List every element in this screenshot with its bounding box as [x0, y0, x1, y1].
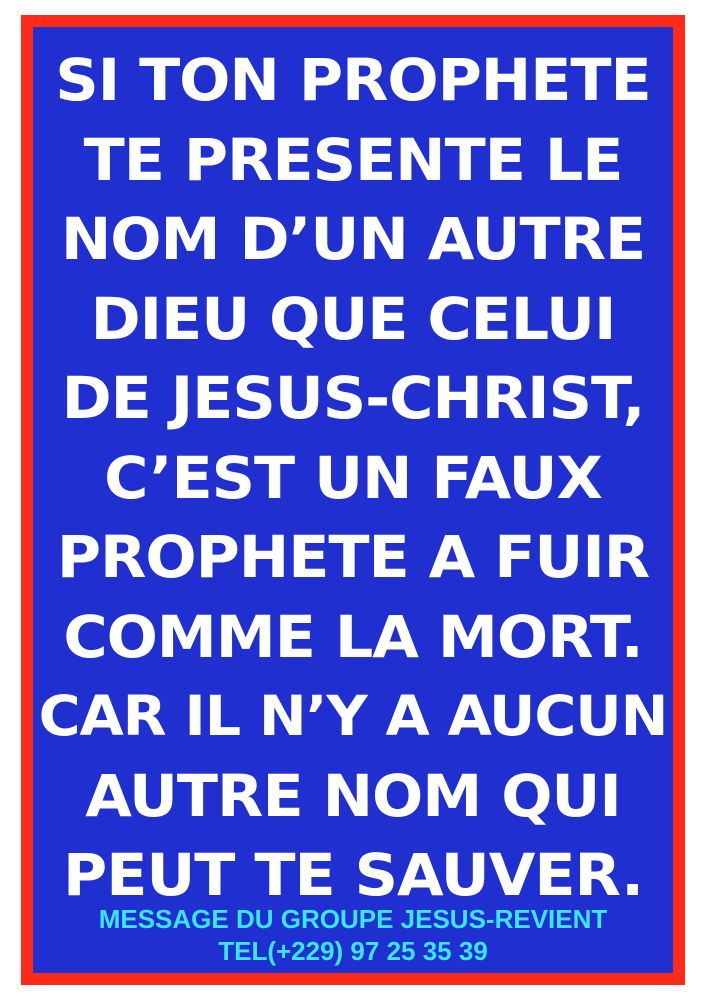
main-message [33, 41, 673, 916]
message-line: DE JESUS-CHRIST, [61, 364, 645, 432]
footer [33, 903, 673, 967]
message-line: COMME LA MORT. [63, 602, 643, 671]
message-line: DIEU QUE CELUI [90, 284, 616, 353]
message-line: PROPHETE A FUIR [56, 523, 650, 591]
message-line: CAR IL N’Y A AUCUN [38, 684, 668, 748]
message-line: NOM D’UN AUTRE [60, 205, 646, 273]
message-line: C’EST UN FAUX [104, 443, 602, 512]
footer-message: MESSAGE DU GROUPE JESUS-REVIENT [98, 904, 608, 934]
message-line: TE PRESENTE LE [83, 125, 623, 194]
message-line: AUTRE NOM QUI [85, 761, 621, 830]
poster [21, 15, 685, 985]
footer-phone: TEL(+229) 97 25 35 39 [218, 936, 488, 966]
message-line: PEUT TE SAUVER. [63, 841, 643, 909]
message-line: SI TON PROPHETE [55, 46, 651, 114]
